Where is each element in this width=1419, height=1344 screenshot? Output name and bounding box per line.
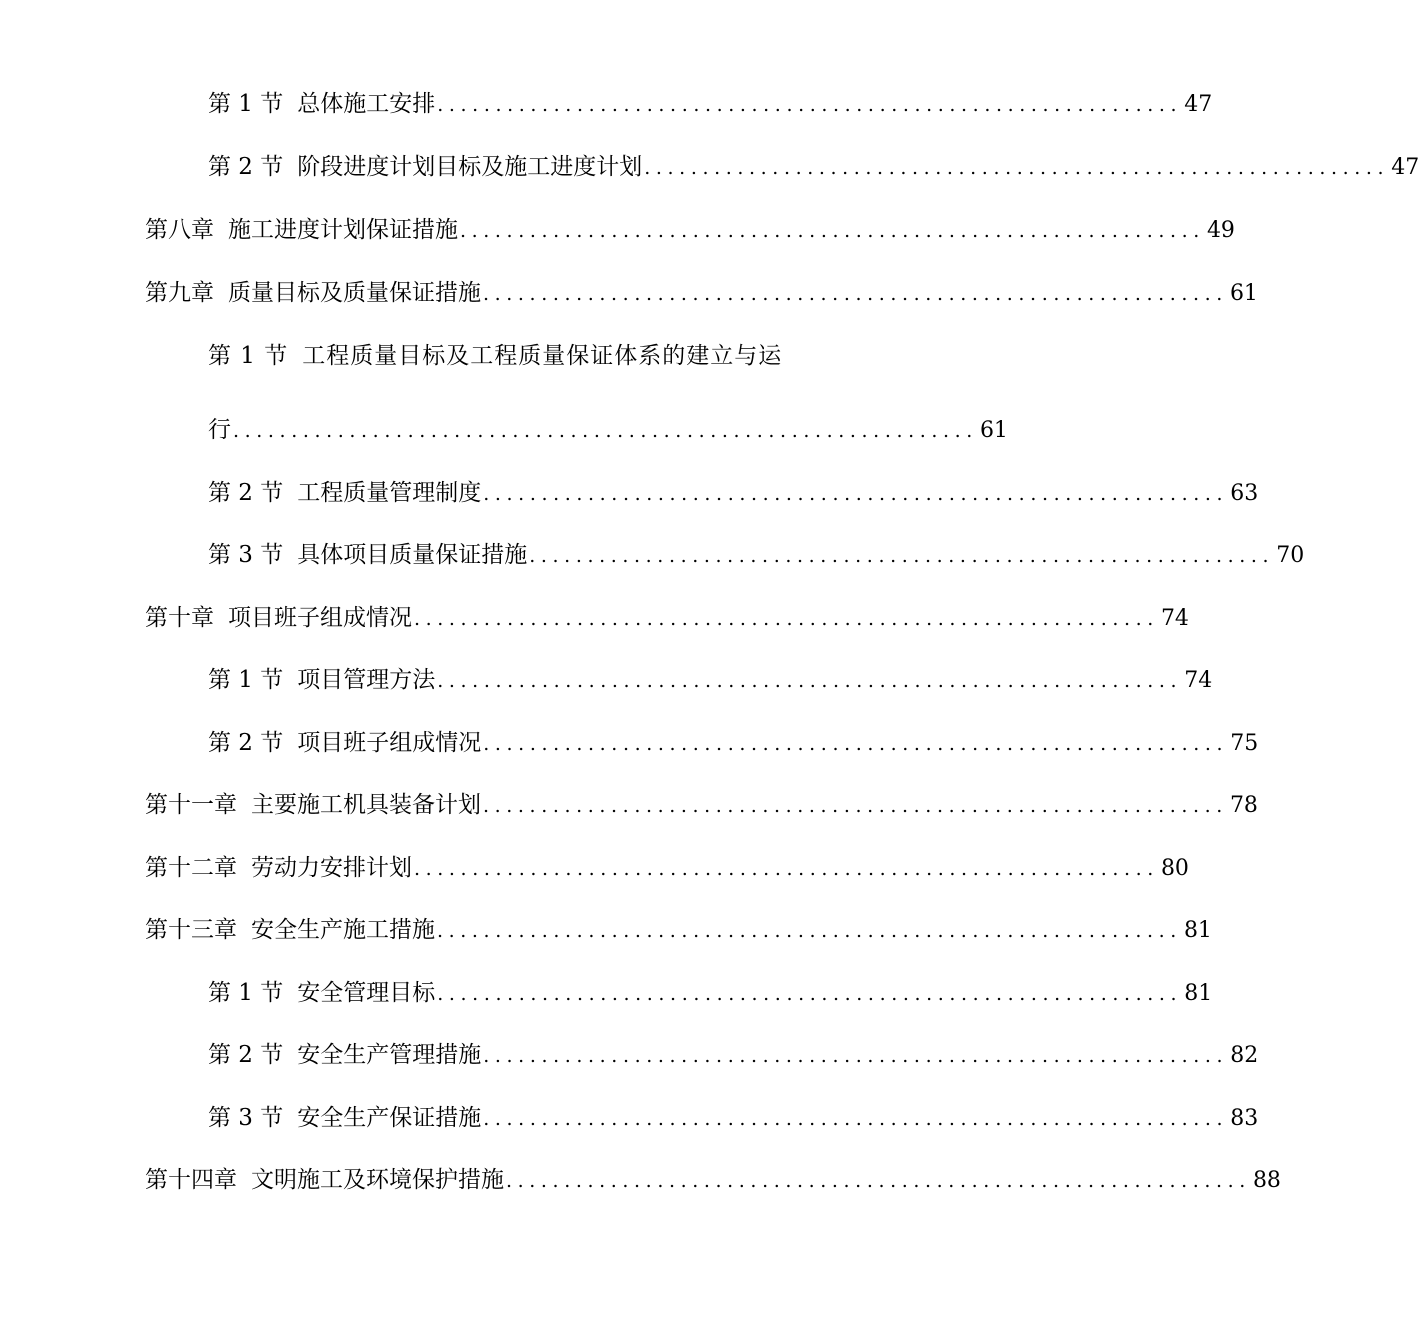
dot-leader: ................................................................ — [483, 795, 1228, 817]
toc-entry-label: 第 1 节 — [208, 980, 284, 1006]
toc-entry-page: 74 — [1160, 606, 1189, 631]
toc-entry-page: 75 — [1230, 731, 1259, 756]
toc-entry-title: 行 — [208, 417, 231, 443]
dot-leader: ................................................................ — [437, 670, 1183, 692]
toc-entry-label: 第十三章 — [145, 917, 237, 943]
toc-entry-label: 第八章 — [145, 217, 214, 243]
dot-leader: ................................................................ — [437, 920, 1182, 942]
toc-entry — [208, 336, 806, 376]
toc-entry-page: 74 — [1184, 668, 1213, 693]
toc-entry-page: 81 — [1183, 918, 1212, 943]
toc-entry-label: 第 3 节 — [208, 1105, 284, 1131]
toc-entry-title: 总体施工安排 — [297, 91, 436, 117]
toc-entry — [145, 785, 1258, 825]
toc-entry — [145, 848, 1189, 888]
toc-entry — [145, 273, 1258, 313]
dot-leader: ................................................................ — [233, 420, 978, 442]
dot-leader: ................................................................ — [529, 545, 1275, 567]
toc-entry-label: 第 2 节 — [208, 1042, 284, 1068]
toc-entry-page: 61 — [1229, 281, 1258, 306]
toc-entry-label: 第十二章 — [145, 855, 237, 881]
toc-entry-title: 项目班子组成情况 — [228, 605, 412, 631]
toc-entry-page: 80 — [1160, 856, 1189, 881]
toc-entry-title: 文明施工及环境保护措施 — [251, 1167, 504, 1193]
toc-entry-title: 劳动力安排计划 — [251, 855, 412, 881]
dot-leader: ................................................................ — [437, 983, 1183, 1005]
toc-entry-title: 安全生产管理措施 — [297, 1042, 482, 1068]
dot-leader: ................................................................ — [483, 1108, 1229, 1130]
toc-entry — [208, 723, 1259, 763]
dot-leader: ................................................................ — [483, 283, 1228, 305]
toc-entry — [208, 535, 1305, 575]
dot-leader: ................................................................ — [483, 1045, 1229, 1067]
toc-entry — [208, 84, 1213, 124]
toc-entry-title: 质量目标及质量保证措施 — [228, 280, 481, 306]
toc-entry-title: 工程质量管理制度 — [297, 480, 482, 506]
dot-leader: ................................................................ — [437, 94, 1183, 116]
toc-entry-label: 第 2 节 — [208, 154, 284, 180]
toc-entry-label: 第 2 节 — [208, 730, 284, 756]
toc-entry-page: 47 — [1184, 92, 1213, 117]
toc-entry-page: 61 — [979, 418, 1008, 443]
toc-entry-title: 项目管理方法 — [297, 667, 436, 693]
dot-leader: ................................................................ — [483, 733, 1229, 755]
toc-entry — [208, 473, 1259, 513]
toc-entry-page: 47 — [1391, 155, 1419, 180]
toc-entry — [208, 660, 1213, 700]
toc-entry-label: 第九章 — [145, 280, 214, 306]
toc-entry-page: 83 — [1230, 1106, 1259, 1131]
toc-entry — [145, 210, 1235, 250]
toc-entry-label: 第 1 节 — [208, 91, 284, 117]
toc-entry-page: 78 — [1229, 793, 1258, 818]
toc-entry — [145, 910, 1212, 950]
dot-leader: ................................................................ — [506, 1170, 1251, 1192]
toc-entry-label: 第十一章 — [145, 792, 237, 818]
toc-entry-title: 工程质量目标及工程质量保证体系的建立与运 — [302, 343, 783, 369]
dot-leader: ................................................................ — [483, 483, 1229, 505]
toc-entry-label: 第十四章 — [145, 1167, 237, 1193]
toc-entry-title: 安全生产保证措施 — [297, 1105, 482, 1131]
toc-entry-page: 63 — [1230, 481, 1259, 506]
toc-entry-continuation — [208, 410, 1008, 450]
toc-entry — [145, 1160, 1281, 1200]
toc-entry-label: 第 3 节 — [208, 542, 284, 568]
toc-entry-title: 安全管理目标 — [297, 980, 436, 1006]
toc-entry-label: 第 1 节 — [208, 667, 284, 693]
toc-entry-label: 第 1 节 — [208, 343, 289, 369]
toc-entry-page: 70 — [1276, 543, 1305, 568]
toc-entry-title: 项目班子组成情况 — [297, 730, 482, 756]
toc-entry — [208, 147, 1419, 187]
toc-entry-page: 49 — [1206, 218, 1235, 243]
dot-leader: ................................................................ — [460, 220, 1205, 242]
toc-entry — [208, 973, 1213, 1013]
toc-entry-label: 第 2 节 — [208, 480, 284, 506]
toc-entry-title: 具体项目质量保证措施 — [297, 542, 528, 568]
toc-entry-page: 88 — [1252, 1168, 1281, 1193]
toc-entry — [208, 1035, 1259, 1075]
dot-leader: ................................................................ — [414, 608, 1159, 630]
toc-entry-title: 安全生产施工措施 — [251, 917, 435, 943]
toc-entry-page: 82 — [1230, 1043, 1259, 1068]
toc-entry-title: 施工进度计划保证措施 — [228, 217, 458, 243]
dot-leader: ................................................................ — [414, 858, 1159, 880]
toc-entry-title: 阶段进度计划目标及施工进度计划 — [297, 154, 643, 180]
toc-entry — [208, 1098, 1259, 1138]
toc-entry-page: 81 — [1184, 981, 1213, 1006]
toc-entry — [145, 598, 1189, 638]
toc-entry-label: 第十章 — [145, 605, 214, 631]
toc-entry-title: 主要施工机具装备计划 — [251, 792, 481, 818]
dot-leader: ................................................................ — [644, 157, 1390, 179]
